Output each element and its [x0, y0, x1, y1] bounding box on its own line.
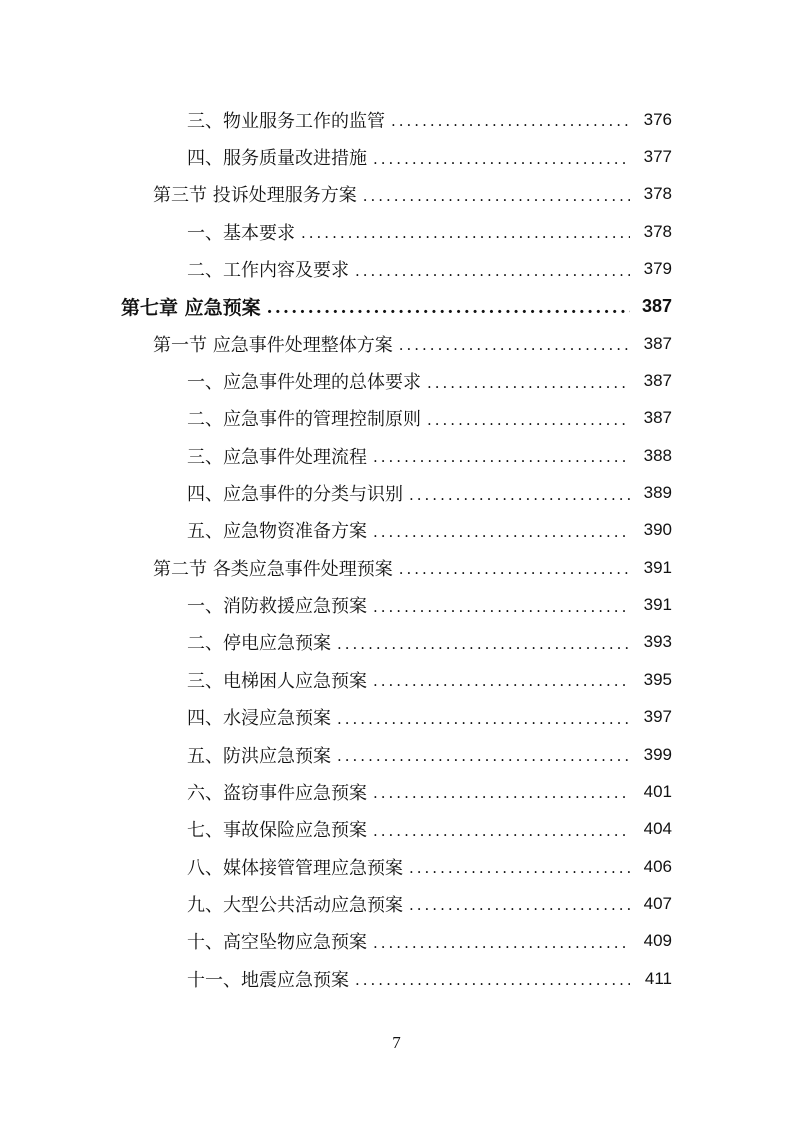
dot-leader — [391, 114, 630, 129]
toc-entry-title: 第一节 应急事件处理整体方案 — [153, 334, 393, 356]
dot-leader — [373, 786, 630, 801]
toc-entry-page: 404 — [643, 819, 672, 839]
toc-entry-page: 397 — [643, 707, 672, 727]
dot-leader — [409, 488, 630, 503]
toc-entry-page: 407 — [643, 893, 672, 913]
toc-entry[interactable] — [0, 699, 793, 736]
toc-entry-title: 三、应急事件处理流程 — [187, 446, 367, 468]
dot-leader — [355, 264, 630, 279]
toc-entry-title: 七、事故保险应急预案 — [187, 820, 367, 842]
toc-entry[interactable] — [0, 400, 793, 437]
toc-entry-title: 十一、地震应急预案 — [187, 969, 349, 991]
toc-entry-page: 406 — [643, 856, 672, 876]
toc-entry[interactable] — [0, 213, 793, 250]
toc-entry-title: 第三节 投诉处理服务方案 — [153, 185, 357, 207]
toc-entry[interactable] — [0, 138, 793, 175]
toc-entry-title: 九、大型公共活动应急预案 — [187, 894, 403, 916]
toc-entry[interactable] — [0, 624, 793, 661]
toc-entry-page: 391 — [643, 557, 672, 577]
toc-entry-page: 409 — [643, 931, 672, 951]
toc-section-entry[interactable] — [0, 176, 793, 213]
toc-chapter-entry[interactable] — [0, 288, 793, 325]
toc-entry-page: 388 — [643, 445, 672, 465]
toc-entry-page: 401 — [643, 781, 672, 801]
toc-entry-title: 第二节 各类应急事件处理预案 — [153, 558, 393, 580]
toc-entry-title: 二、工作内容及要求 — [187, 260, 349, 282]
page-number: 7 — [392, 1033, 401, 1052]
toc-entry-page: 393 — [643, 632, 672, 652]
dot-leader — [427, 413, 630, 428]
toc-entry-title: 五、防洪应急预案 — [187, 745, 331, 767]
toc-entry[interactable] — [0, 362, 793, 399]
table-of-contents — [0, 101, 793, 997]
dot-leader — [337, 637, 630, 652]
toc-entry-title: 八、媒体接管管理应急预案 — [187, 857, 403, 879]
dot-leader — [337, 749, 630, 764]
dot-leader — [373, 152, 630, 167]
toc-entry-page: 399 — [643, 744, 672, 764]
toc-entry[interactable] — [0, 736, 793, 773]
dot-leader — [409, 861, 630, 876]
toc-section-entry[interactable] — [0, 325, 793, 362]
toc-entry-page: 391 — [643, 595, 672, 615]
toc-entry-page: 376 — [643, 109, 672, 129]
dot-leader — [427, 376, 630, 391]
toc-entry-title: 四、服务质量改进措施 — [187, 148, 367, 170]
toc-entry-page: 379 — [643, 259, 672, 279]
dot-leader — [399, 338, 630, 353]
dot-leader — [373, 525, 630, 540]
toc-entry-page: 387 — [641, 295, 672, 316]
toc-entry[interactable] — [0, 661, 793, 698]
toc-entry-title: 二、停电应急预案 — [187, 633, 331, 655]
dot-leader — [301, 226, 630, 241]
dot-leader — [373, 674, 630, 689]
toc-entry[interactable] — [0, 250, 793, 287]
toc-entry[interactable] — [0, 811, 793, 848]
toc-entry[interactable] — [0, 885, 793, 922]
dot-leader — [409, 898, 630, 913]
toc-entry[interactable] — [0, 586, 793, 623]
toc-entry-page: 378 — [643, 221, 672, 241]
dot-leader — [399, 562, 630, 577]
toc-entry-title: 一、应急事件处理的总体要求 — [187, 372, 421, 394]
toc-entry-page: 390 — [643, 520, 672, 540]
toc-entry-title: 六、盗窃事件应急预案 — [187, 782, 367, 804]
toc-entry[interactable] — [0, 848, 793, 885]
toc-entry-title: 三、电梯困人应急预案 — [187, 670, 367, 692]
dot-leader — [373, 600, 630, 615]
toc-entry[interactable] — [0, 437, 793, 474]
toc-entry-page: 411 — [644, 968, 672, 988]
dot-leader — [267, 300, 630, 317]
toc-entry-page: 387 — [643, 371, 672, 391]
dot-leader — [337, 712, 630, 727]
toc-entry-title: 二、应急事件的管理控制原则 — [187, 409, 421, 431]
toc-entry-title: 五、应急物资准备方案 — [187, 521, 367, 543]
toc-entry-title: 一、消防救援应急预案 — [187, 596, 367, 618]
toc-entry[interactable] — [0, 960, 793, 997]
toc-entry-title: 三、物业服务工作的监管 — [187, 110, 385, 132]
toc-entry-page: 389 — [643, 483, 672, 503]
dot-leader — [373, 450, 630, 465]
toc-entry-title: 一、基本要求 — [187, 222, 295, 244]
dot-leader — [355, 973, 630, 988]
toc-entry-title: 第七章 应急预案 — [121, 296, 261, 319]
toc-entry-page: 387 — [643, 408, 672, 428]
toc-entry-page: 395 — [643, 669, 672, 689]
toc-entry[interactable] — [0, 923, 793, 960]
toc-entry[interactable] — [0, 773, 793, 810]
toc-entry[interactable] — [0, 101, 793, 138]
toc-entry[interactable] — [0, 512, 793, 549]
dot-leader — [373, 824, 630, 839]
toc-entry-title: 十、高空坠物应急预案 — [187, 932, 367, 954]
toc-entry-page: 378 — [643, 184, 672, 204]
toc-entry-page: 387 — [643, 333, 672, 353]
toc-entry-title: 四、水浸应急预案 — [187, 708, 331, 730]
toc-section-entry[interactable] — [0, 549, 793, 586]
toc-entry[interactable] — [0, 474, 793, 511]
toc-entry-page: 377 — [643, 147, 672, 167]
dot-leader — [363, 189, 630, 204]
toc-entry-title: 四、应急事件的分类与识别 — [187, 484, 403, 506]
dot-leader — [373, 936, 630, 951]
